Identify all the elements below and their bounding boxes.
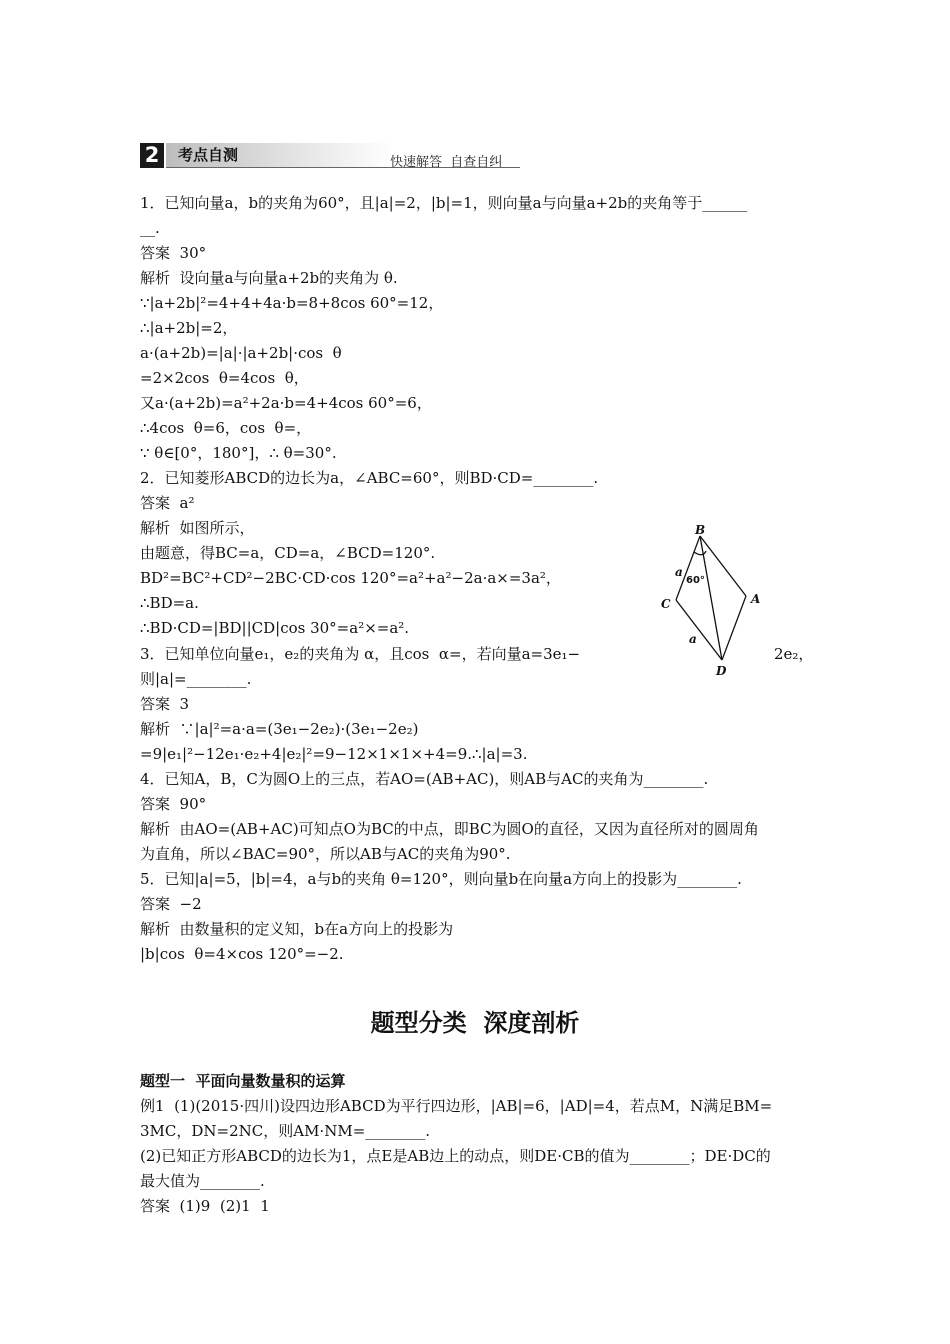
edge-ba xyxy=(700,536,746,596)
section-header xyxy=(140,143,520,169)
text-line: 答案 a² xyxy=(140,494,195,512)
text-line: ∴BD=a. xyxy=(140,594,199,612)
text-line: 5．已知|a|=5，|b|=4，a与b的夹角 θ=120°，则向量b在向量a方向上的投影为________. xyxy=(140,870,742,888)
text-line: ∴4cos θ=6，cos θ=， xyxy=(140,419,312,437)
text-line: 最大值为________. xyxy=(140,1172,265,1190)
text-line: 为直角，所以∠BAC=90°，所以AB与AC的夹角为90°. xyxy=(140,845,511,863)
text-line: 4．已知A，B，C为圆O上的三点，若AO=(AB+AC)，则AB与AC的夹角为________. xyxy=(140,770,709,788)
text-line: |b|cos θ=4×cos 120°=−2. xyxy=(140,945,344,963)
text-line: BD²=BC²+CD²−2BC·CD·cos 120°=a²+a²−2a·a×=3a²， xyxy=(140,569,561,587)
topic-heading: 题型一 平面向量数量积的运算 xyxy=(140,1072,346,1090)
text-line: 答案 30° xyxy=(140,244,207,262)
text-line: 解析 设向量a与向量a+2b的夹角为 θ. xyxy=(140,269,398,287)
text-line: 由题意，得BC=a，CD=a，∠BCD=120°. xyxy=(140,544,436,562)
text-line: __. xyxy=(140,219,160,237)
vertex-label: B xyxy=(695,523,706,537)
text-line: 例1 (1)(2015·四川)设四边形ABCD为平行四边形，|AB|=6，|AD|=4，若点M，N满足BM= xyxy=(140,1097,773,1115)
angle-label: 60° xyxy=(686,575,705,586)
section-heading: 题型分类 深度剖析 xyxy=(370,1009,580,1037)
vertex-label: C xyxy=(661,597,671,611)
vertex-label: D xyxy=(716,664,727,678)
text-line: ∵ θ∈[0°，180°]，∴ θ=30°. xyxy=(140,444,337,462)
side-label: a xyxy=(675,565,683,579)
rhombus-figure xyxy=(648,522,778,682)
section-title: 考点自测 xyxy=(166,143,394,168)
text-line: 3MC，DN=2NC，则AM·NM=________. xyxy=(140,1122,431,1140)
text-line: 1．已知向量a，b的夹角为60°，且|a|=2，|b|=1，则向量a与向量a+2b的夹角等于______ xyxy=(140,194,748,212)
text-line: ∴|a+2b|=2， xyxy=(140,319,238,337)
section-subtitle: 快速解答 自查自纠 xyxy=(390,155,503,170)
text-line: 答案 (1)9 (2)1 1 xyxy=(140,1197,270,1215)
text-line: a·(a+2b)=|a|·|a+2b|·cos θ xyxy=(140,344,342,362)
edge-ad xyxy=(722,596,746,660)
text-line: =9|e₁|²−12e₁·e₂+4|e₂|²=9−12×1×1×+4=9.∴|a|=3. xyxy=(140,745,528,763)
text-line: 2．已知菱形ABCD的边长为a，∠ABC=60°，则BD·CD=________. xyxy=(140,469,599,487)
edge-cd xyxy=(676,600,722,660)
text-line: =2×2cos θ=4cos θ， xyxy=(140,369,309,387)
text-line: 答案 90° xyxy=(140,795,207,813)
text-line: 解析 如图所示， xyxy=(140,519,255,537)
text-line-tail: 2e₂， xyxy=(774,645,814,663)
text-line: 解析 ∵|a|²=a·a=(3e₁−2e₂)·(3e₁−2e₂) xyxy=(140,720,419,738)
text-line: (2)已知正方形ABCD的边长为1，点E是AB边上的动点，则DE·CB的值为________；DE·DC的 xyxy=(140,1147,771,1165)
text-line: 答案 −2 xyxy=(140,895,202,913)
text-line: 3．已知单位向量e₁，e₂的夹角为 α，且cos α=，若向量a=3e₁− xyxy=(140,645,581,663)
text-line: 又a·(a+2b)=a²+2a·b=4+4cos 60°=6， xyxy=(140,394,432,412)
text-line: 则|a|=________. xyxy=(140,670,252,688)
section-number: 2 xyxy=(140,143,164,168)
text-line: 解析 由AO=(AB+AC)可知点O为BC的中点，即BC为圆O的直径，又因为直径所对的圆周角 xyxy=(140,820,759,838)
angle-arc xyxy=(694,551,706,555)
text-line: ∵|a+2b|²=4+4+4a·b=8+8cos 60°=12， xyxy=(140,294,444,312)
text-line: ∴BD·CD=|BD||CD|cos 30°=a²×=a². xyxy=(140,619,410,637)
text-line: 解析 由数量积的定义知，b在a方向上的投影为 xyxy=(140,920,454,938)
side-label: a xyxy=(689,632,697,646)
vertex-label: A xyxy=(751,592,761,606)
text-line: 答案 3 xyxy=(140,695,190,713)
